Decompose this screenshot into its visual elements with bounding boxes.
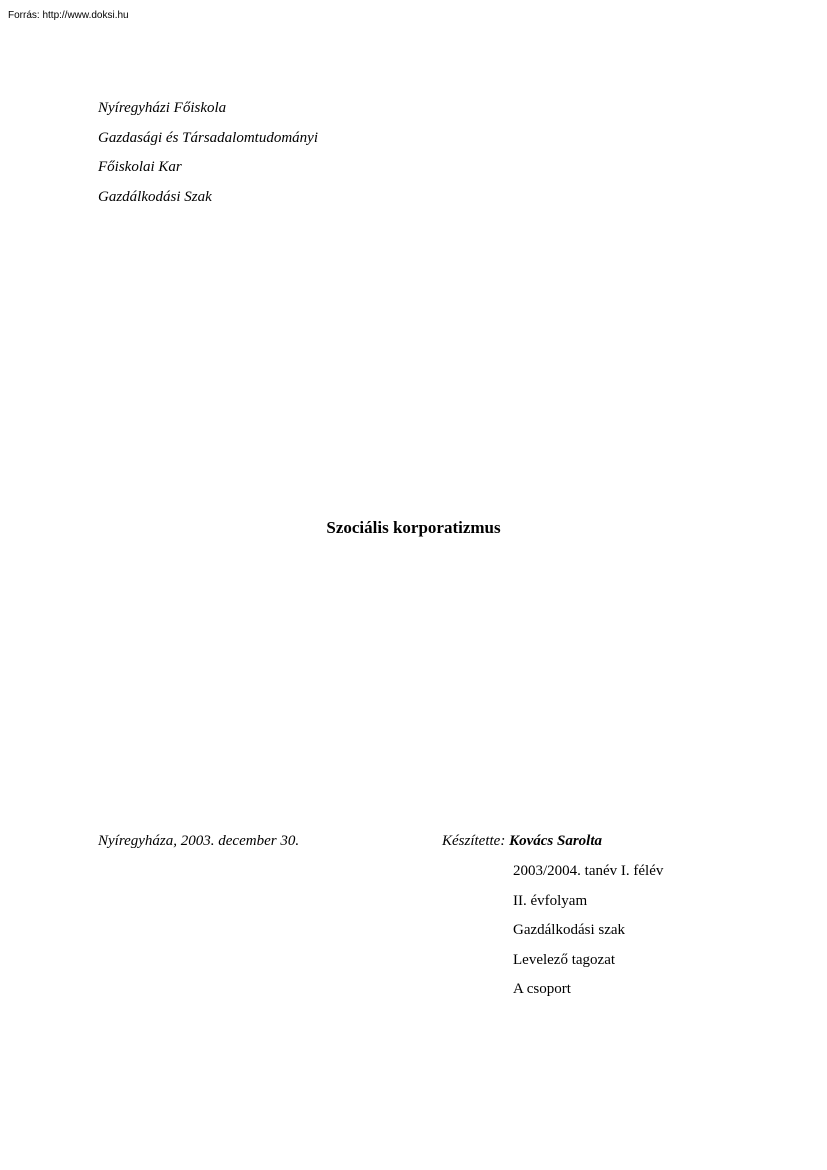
source-note: Forrás: http://www.doksi.hu <box>8 10 129 21</box>
author-line <box>442 831 602 851</box>
document-title: Szociális korporatizmus <box>326 518 501 537</box>
group: A csoport <box>513 981 571 998</box>
major: Gazdálkodási szak <box>513 922 626 939</box>
faculty-name-line-1: Gazdasági és Társadalomtudományi <box>98 129 319 146</box>
study-mode: Levelező tagozat <box>513 951 616 968</box>
institution-name: Nyíregyházi Főiskola <box>98 100 227 116</box>
author-name: Kovács Sarolta <box>509 833 603 849</box>
program-name: Gazdálkodási Szak <box>98 188 212 205</box>
author-details <box>513 861 663 1009</box>
academic-year: 2003/2004. tanév I. félév <box>513 863 664 879</box>
institution-block <box>98 98 318 216</box>
faculty-name-line-2: Főiskolai Kar <box>98 159 182 175</box>
author-label: Készítette: <box>442 833 506 849</box>
year-of-study: II. évfolyam <box>513 892 588 909</box>
place-and-date: Nyíregyháza, 2003. december 30. <box>98 833 300 849</box>
